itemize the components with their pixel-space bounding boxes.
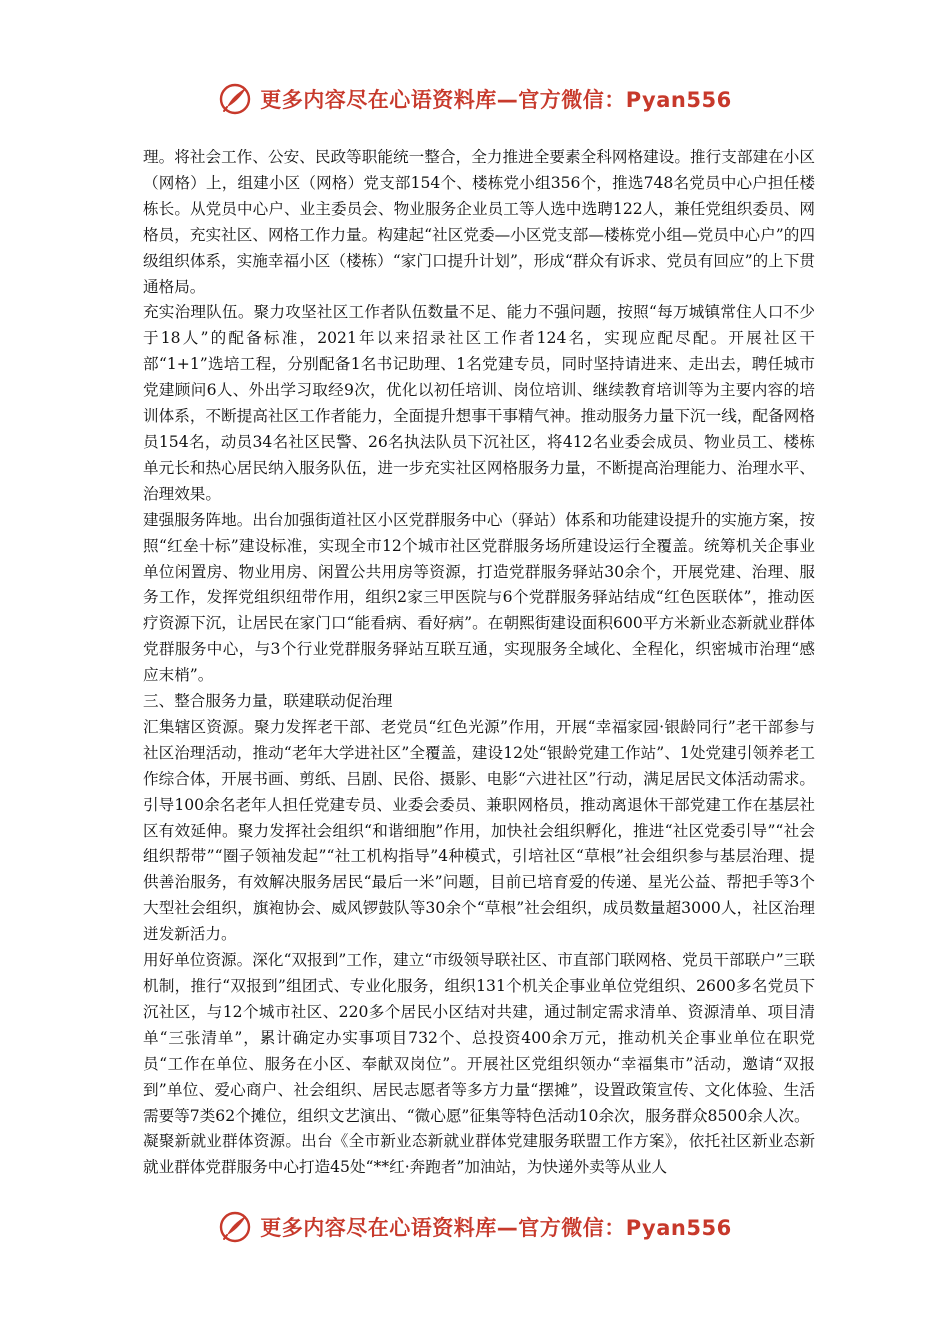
watermark-header xyxy=(0,82,950,116)
paragraph: 理。将社会工作、公安、民政等职能统一整合，全力推进全要素全科网格建设。推行支部建在小区（网格）上，组建小区（网格）党支部154个、楼栋党小组356个，推选748名党员中心户担任楼栋长。从党员中心户、业主委员会、物业服务企业员工等人选中选聘122人，兼任党组织委员、网格员，充实社区、网格工作力量。构建起“社区党委—小区党支部—楼栋党小组—党员中心户”的四级组织体系，实施幸福小区（楼栋）“家门口提升计划”，形成“群众有诉求、党员有回应”的上下贯通格局。 xyxy=(143,148,815,296)
watermark-footer xyxy=(0,1210,950,1244)
watermark-text: 更多内容尽在心语资料库—官方微信：Pyan556 xyxy=(260,88,732,112)
paragraph: 充实治理队伍。聚力攻坚社区工作者队伍数量不足、能力不强问题，按照“每万城镇常住人口不少于18人”的配备标准，2021年以来招录社区工作者124名，实现应配尽配。开展社区干部“1+1”选培工程，分别配备1名书记助理、1名党建专员，同时坚持请进来、走出去，聘任城市党建顾问6人、外出学习取经9次，优化以初任培训、岗位培训、继续教育培训等为主要内容的培训体系，不断提高社区工作者能力，全面提升想事干事精气神。推动服务力量下沉一线，配备网格员154名，动员34名社区民警、26名执法队员下沉社区，将412名业委会成员、物业员工、楼栋单元长和热心居民纳入服务队伍，进一步充实社区网格服务力量，不断提高治理能力、治理水平、治理效果。 xyxy=(143,303,815,503)
quill-logo-icon xyxy=(218,1210,252,1244)
paragraph: 汇集辖区资源。聚力发挥老干部、老党员“红色光源”作用，开展“幸福家园·银龄同行”老干部参与社区治理活动，推动“老年大学进社区”全覆盖，建设12处“银龄党建工作站”、1处党建引领养老工作综合体，开展书画、剪纸、吕剧、民俗、摄影、电影“六进社区”行动，满足居民文体活动需求。引导100余名老年人担任党建专员、业委会委员、兼职网格员，推动离退休干部党建工作在基层社区有效延伸。聚力发挥社会组织“和谐细胞”作用，加快社会组织孵化，推进“社区党委引导”“社会组织帮带”“圈子领袖发起”“社工机构指导”4种模式，引培社区“草根”社会组织参与基层治理、提供善治服务，有效解决服务居民“最后一米”问题，目前已培育爱的传递、星光公益、帮把手等3个大型社会组织，旗袍协会、威风锣鼓队等30余个“草根”社会组织，成员数量超3000人，社区治理迸发新活力。 xyxy=(143,717,815,944)
document-body xyxy=(143,145,815,1181)
paragraph: 凝聚新就业群体资源。出台《全市新业态新就业群体党建服务联盟工作方案》，依托社区新业态新就业群体党群服务中心打造45处“**红·奔跑者”加油站，为快递外卖等从业人 xyxy=(143,1132,815,1177)
watermark-text: 更多内容尽在心语资料库—官方微信：Pyan556 xyxy=(260,1216,732,1240)
paragraph: 用好单位资源。深化“双报到”工作，建立“市级领导联社区、市直部门联网格、党员干部联户”三联机制，推行“双报到”组团式、专业化服务，组织131个机关企事业单位党组织、2600多名党员下沉社区，与12个城市社区、220多个居民小区结对共建，通过制定需求清单、资源清单、项目清单“三张清单”，累计确定办实事项目732个、总投资400余万元，推动机关企事业单位在职党员“工作在单位、服务在小区、奉献双岗位”。开展社区党组织领办“幸福集市”活动，邀请“双报到”单位、爱心商户、社会组织、居民志愿者等多方力量“摆摊”，设置政策宣传、文化体验、生活需要等7类62个摊位，组织文艺演出、“微心愿”征集等特色活动10余次，服务群众8500余人次。 xyxy=(143,951,815,1125)
quill-logo-icon xyxy=(218,82,252,116)
section-heading: 三、整合服务力量，联建联动促治理 xyxy=(143,692,393,711)
paragraph: 建强服务阵地。出台加强街道社区小区党群服务中心（驿站）体系和功能建设提升的实施方案，按照“红垒十标”建设标准，实现全市12个城市社区党群服务场所建设运行全覆盖。统筹机关企事业单位闲置房、物业用房、闲置公共用房等资源，打造党群服务驿站30余个，开展党建、治理、服务工作，发挥党组织纽带作用，组织2家三甲医院与6个党群服务驿站结成“红色医联体”，推动医疗资源下沉，让居民在家门口“能看病、看好病”。在朝熙街建设面积600平方米新业态新就业群体党群服务中心，与3个行业党群服务驿站互联互通，实现服务全域化、全程化，织密城市治理“感应末梢”。 xyxy=(143,510,815,685)
